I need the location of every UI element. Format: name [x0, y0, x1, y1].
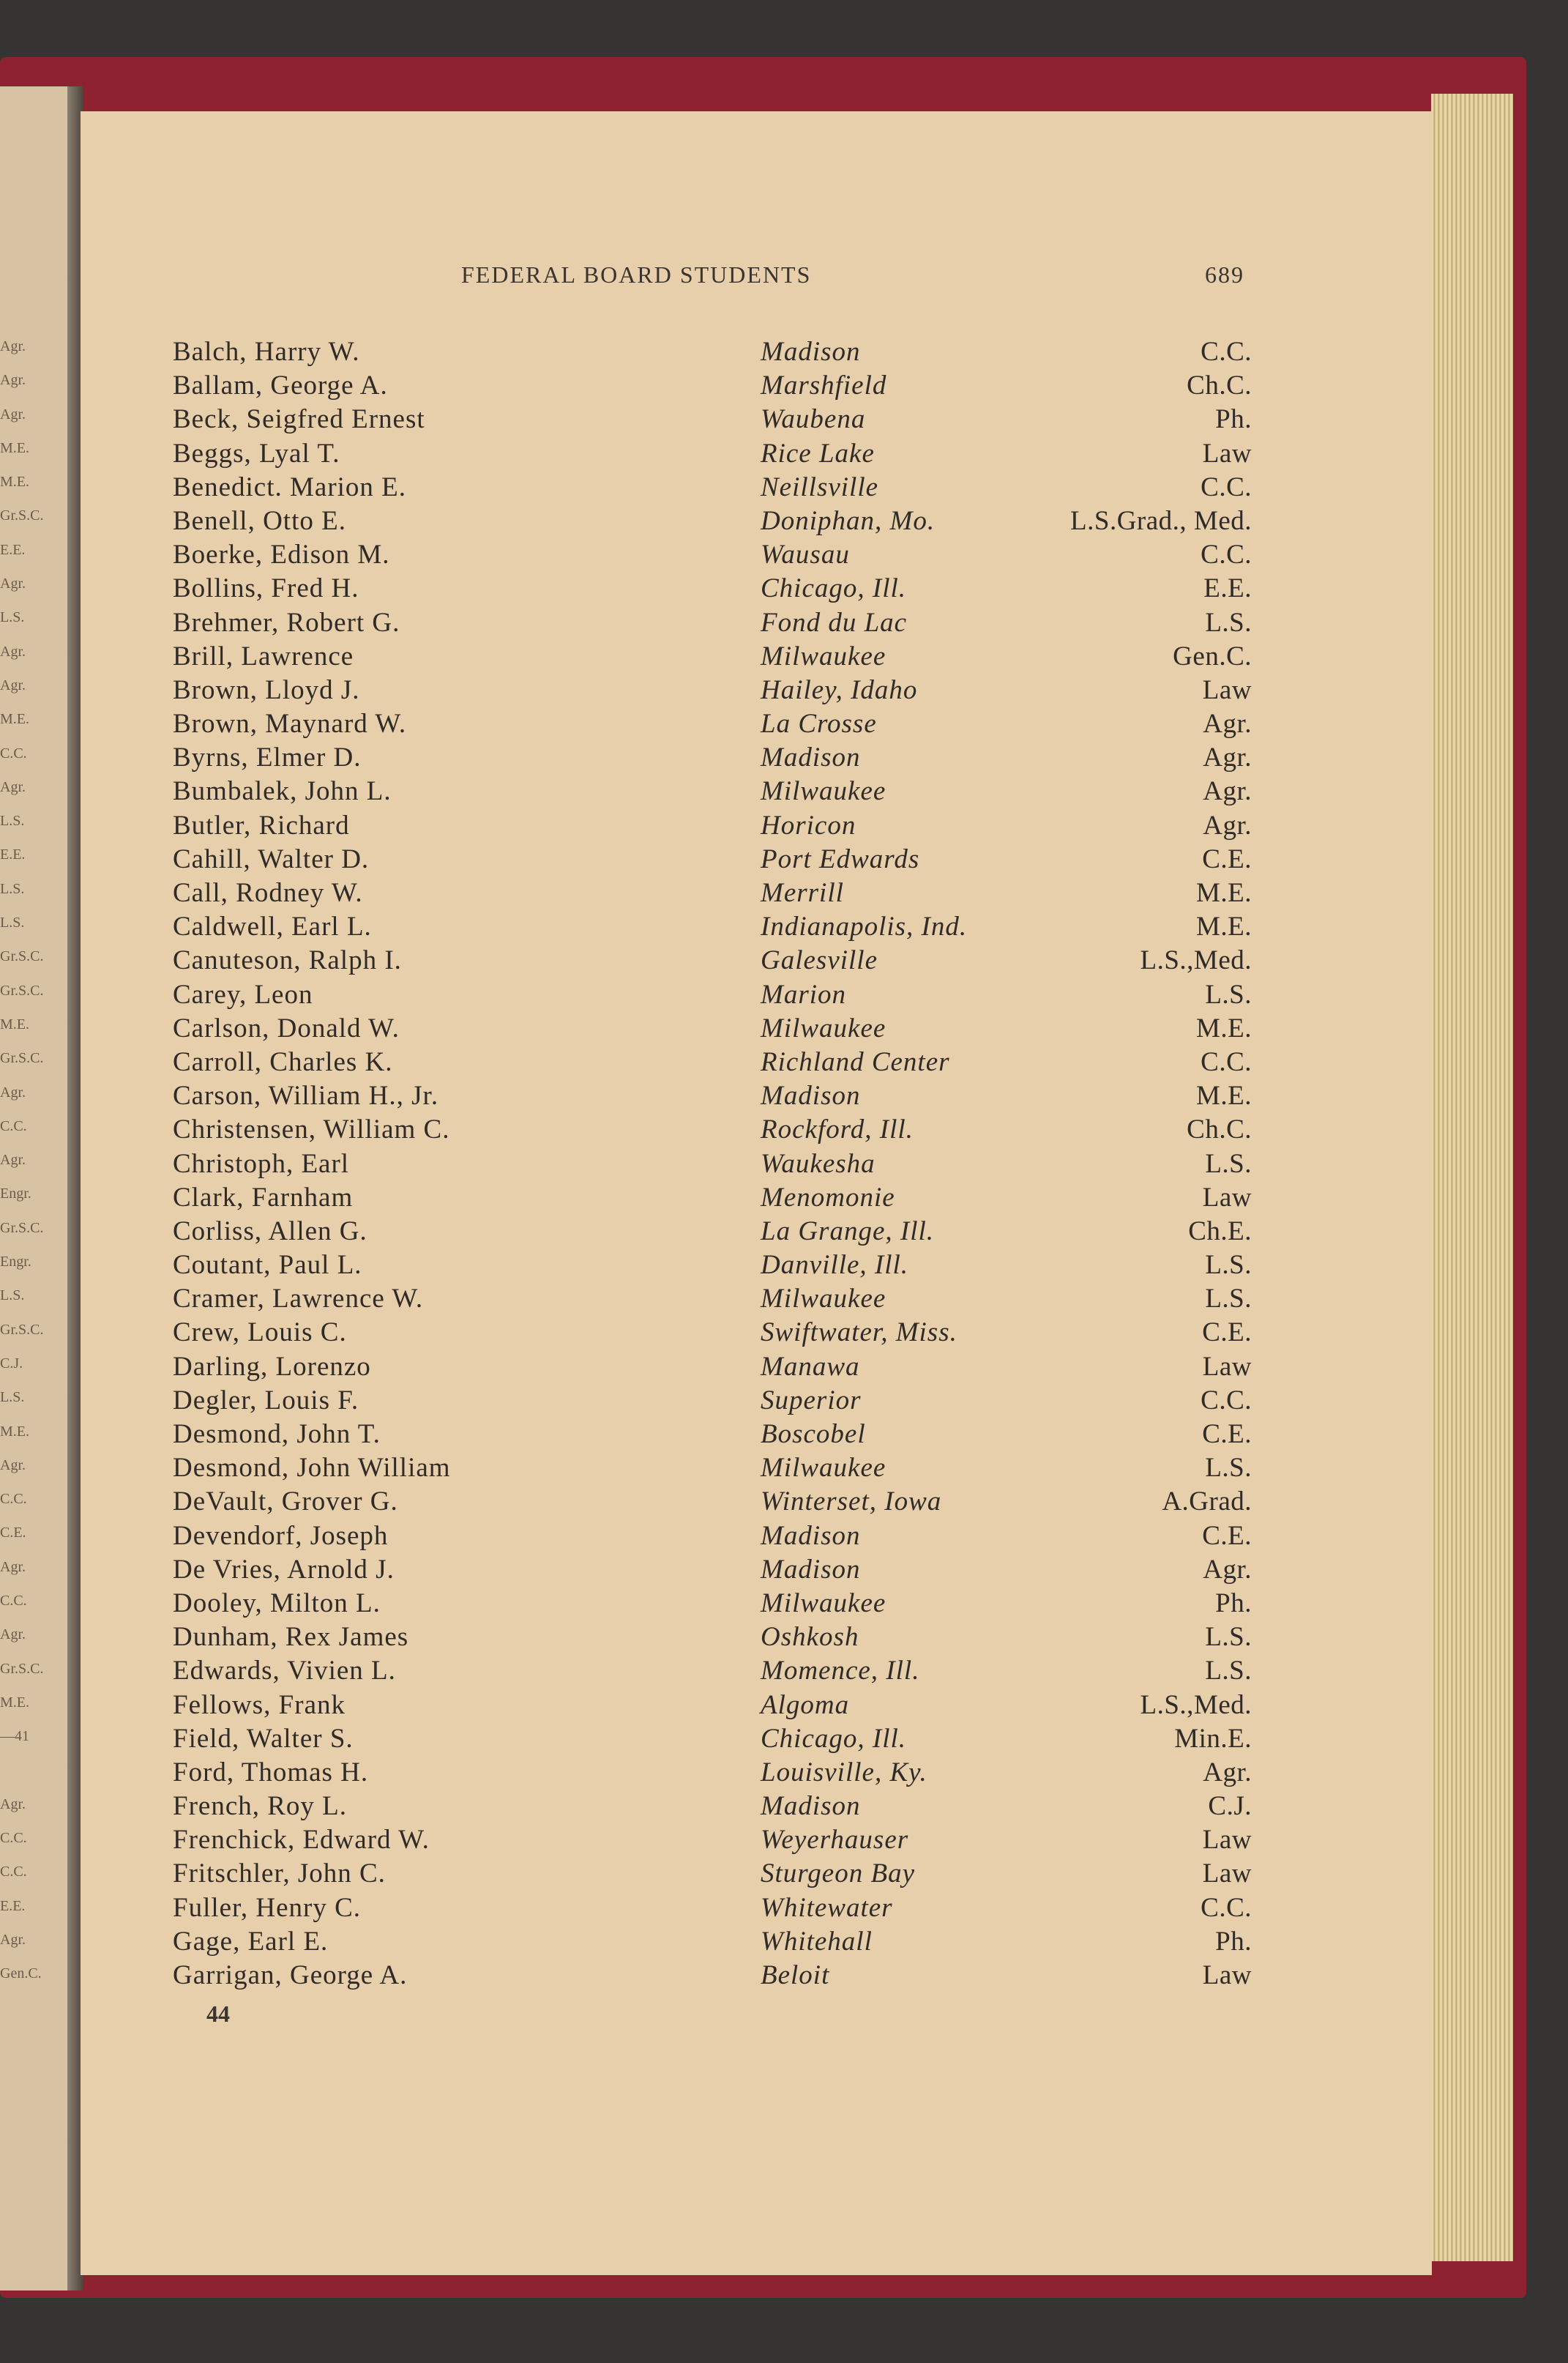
- student-name: Balch, Harry W.: [173, 337, 360, 367]
- student-name: Edwards, Vivien L.: [173, 1656, 396, 1686]
- student-name: Christensen, William C.: [173, 1114, 450, 1145]
- list-item: [173, 606, 1252, 640]
- previous-page-label: L.S.: [0, 915, 25, 931]
- student-name: Darling, Lorenzo: [173, 1351, 371, 1382]
- student-course: Gen.C.: [1173, 641, 1252, 671]
- previous-page-label: Gr.S.C.: [0, 1219, 44, 1236]
- student-hometown: Swiftwater, Miss.: [761, 1317, 957, 1348]
- student-hometown: Milwaukee: [761, 776, 886, 807]
- list-item: [173, 335, 1252, 369]
- student-name: Beck, Seigfred Ernest: [173, 404, 425, 435]
- previous-page-label: Agr.: [0, 677, 26, 693]
- student-hometown: La Grange, Ill.: [761, 1216, 934, 1246]
- list-item: [173, 1282, 1252, 1316]
- previous-page-label: M.E.: [0, 1694, 29, 1711]
- student-hometown: Madison: [761, 743, 861, 773]
- student-name: Bollins, Fred H.: [173, 573, 359, 604]
- student-course: L.S.: [1205, 1453, 1252, 1484]
- previous-page-label: E.E.: [0, 541, 26, 558]
- list-item: [173, 1147, 1252, 1181]
- student-name: Devendorf, Joseph: [173, 1520, 389, 1551]
- student-name: Butler, Richard: [173, 810, 350, 841]
- student-course: L.S.: [1205, 607, 1252, 638]
- list-item: [173, 910, 1252, 944]
- student-course: C.C.: [1201, 1385, 1252, 1415]
- student-hometown: Richland Center: [761, 1046, 950, 1077]
- previous-page-labels: [0, 330, 44, 1991]
- previous-page-label: M.E.: [0, 439, 29, 456]
- student-name: Crew, Louis C.: [173, 1317, 347, 1348]
- student-course: Ch.C.: [1187, 371, 1252, 401]
- list-item: [173, 1012, 1252, 1046]
- student-name: Carroll, Charles K.: [173, 1046, 393, 1077]
- list-item: [173, 978, 1252, 1012]
- student-course: C.C.: [1201, 1892, 1252, 1923]
- student-course: C.C.: [1201, 540, 1252, 570]
- student-name: Desmond, John William: [173, 1453, 451, 1484]
- signature-mark: 44: [206, 2001, 230, 2027]
- student-course: C.J.: [1208, 1791, 1252, 1822]
- previous-page-label: Agr.: [0, 1084, 26, 1101]
- student-hometown: Manawa: [761, 1351, 860, 1382]
- student-course: Min.E.: [1174, 1723, 1252, 1754]
- student-course: Law: [1202, 1858, 1252, 1889]
- student-hometown: Indianapolis, Ind.: [761, 912, 968, 942]
- student-hometown: Boscobel: [761, 1419, 866, 1449]
- student-course: Law: [1202, 1960, 1252, 1990]
- previous-page-label: Gr.S.C.: [0, 948, 44, 965]
- student-course: Ch.C.: [1187, 1114, 1252, 1145]
- student-course: Law: [1202, 438, 1252, 469]
- list-item: [173, 1113, 1252, 1147]
- list-item: [173, 674, 1252, 707]
- list-item: [173, 538, 1252, 572]
- student-course: A.Grad.: [1162, 1486, 1252, 1517]
- previous-page-label: Agr.: [0, 1795, 26, 1812]
- student-hometown: Waukesha: [761, 1148, 876, 1179]
- student-name: Fritschler, John C.: [173, 1858, 386, 1889]
- student-hometown: Beloit: [761, 1960, 830, 1990]
- student-course: Law: [1202, 1351, 1252, 1382]
- previous-page-label: [0, 1753, 44, 1787]
- student-course: C.C.: [1201, 1046, 1252, 1077]
- previous-page-label: Engr.: [0, 1254, 31, 1270]
- list-item: [173, 572, 1252, 606]
- student-course: M.E.: [1196, 912, 1252, 942]
- student-hometown: Weyerhauser: [761, 1825, 909, 1856]
- student-list: [173, 335, 1252, 1992]
- previous-page-label: L.S.: [0, 813, 25, 830]
- list-item: [173, 1519, 1252, 1553]
- student-hometown: Milwaukee: [761, 1013, 886, 1043]
- student-hometown: Oshkosh: [761, 1622, 859, 1653]
- student-course: M.E.: [1196, 1013, 1252, 1043]
- student-name: Garrigan, George A.: [173, 1960, 408, 1990]
- previous-page-label: L.S.: [0, 609, 25, 626]
- student-course: L.S.: [1205, 1622, 1252, 1653]
- student-name: Degler, Louis F.: [173, 1385, 359, 1415]
- student-name: De Vries, Arnold J.: [173, 1554, 395, 1585]
- previous-page-label: M.E.: [0, 1016, 29, 1032]
- student-name: Carson, William H., Jr.: [173, 1081, 439, 1112]
- list-item: [173, 944, 1252, 978]
- student-name: Byrns, Elmer D.: [173, 743, 362, 773]
- student-name: Brill, Lawrence: [173, 641, 354, 671]
- list-item: [173, 1722, 1252, 1756]
- list-item: [173, 471, 1252, 505]
- list-item: [173, 775, 1252, 808]
- student-hometown: Milwaukee: [761, 641, 886, 671]
- student-course: L.S.,Med.: [1140, 945, 1252, 976]
- previous-page-label: Agr.: [0, 1626, 26, 1643]
- student-name: Brown, Lloyd J.: [173, 674, 360, 705]
- student-name: Bumbalek, John L.: [173, 776, 392, 807]
- list-item: [173, 1384, 1252, 1418]
- previous-page-label: Agr.: [0, 338, 26, 354]
- student-course: Agr.: [1203, 776, 1252, 807]
- previous-page-label: Agr.: [0, 1931, 26, 1948]
- student-course: Law: [1202, 1182, 1252, 1213]
- previous-page-label: Gr.S.C.: [0, 982, 44, 999]
- student-hometown: Madison: [761, 1081, 861, 1112]
- previous-page-label: —41: [0, 1728, 29, 1745]
- list-item: [173, 1215, 1252, 1249]
- student-hometown: Madison: [761, 1520, 861, 1551]
- previous-page-label: L.S.: [0, 880, 25, 897]
- previous-page-label: Gr.S.C.: [0, 1321, 44, 1338]
- previous-page-label: M.E.: [0, 474, 29, 491]
- student-hometown: Superior: [761, 1385, 862, 1415]
- previous-page-label: Agr.: [0, 372, 26, 389]
- student-hometown: Whitehall: [761, 1926, 873, 1957]
- previous-page-label: Gr.S.C.: [0, 507, 44, 524]
- list-item: [173, 1790, 1252, 1823]
- student-course: L.S.: [1205, 1148, 1252, 1179]
- list-item: [173, 1079, 1252, 1113]
- student-name: Boerke, Edison M.: [173, 540, 390, 570]
- previous-page-label: Agr.: [0, 643, 26, 660]
- student-name: DeVault, Grover G.: [173, 1486, 398, 1517]
- student-course: L.S.: [1205, 1250, 1252, 1281]
- student-name: Clark, Farnham: [173, 1182, 354, 1213]
- student-name: Benedict. Marion E.: [173, 472, 407, 502]
- student-hometown: Marshfield: [761, 371, 887, 401]
- student-course: M.E.: [1196, 878, 1252, 908]
- student-course: C.E.: [1202, 1520, 1252, 1551]
- list-item: [173, 640, 1252, 674]
- student-hometown: Louisville, Ky.: [761, 1757, 927, 1787]
- student-hometown: Milwaukee: [761, 1284, 886, 1314]
- list-item: [173, 1181, 1252, 1215]
- student-name: Ford, Thomas H.: [173, 1757, 369, 1787]
- student-name: Gage, Earl E.: [173, 1926, 329, 1957]
- student-name: Field, Walter S.: [173, 1723, 354, 1754]
- student-hometown: Whitewater: [761, 1892, 893, 1923]
- student-course: L.S.Grad., Med.: [1070, 505, 1252, 536]
- student-hometown: Sturgeon Bay: [761, 1858, 916, 1889]
- student-course: L.S.: [1205, 1656, 1252, 1686]
- previous-page-label: C.C.: [0, 1864, 27, 1880]
- list-item: [173, 403, 1252, 436]
- previous-page-label: M.E.: [0, 1423, 29, 1440]
- student-hometown: Fond du Lac: [761, 607, 908, 638]
- student-course: Ph.: [1215, 1926, 1252, 1957]
- student-hometown: Neillsville: [761, 472, 879, 502]
- student-hometown: Madison: [761, 337, 861, 367]
- previous-page-label: Agr.: [0, 778, 26, 795]
- student-course: C.E.: [1202, 844, 1252, 874]
- list-item: [173, 877, 1252, 910]
- student-name: Fellows, Frank: [173, 1689, 346, 1720]
- list-item: [173, 1654, 1252, 1688]
- student-hometown: Port Edwards: [761, 844, 920, 874]
- student-hometown: Waubena: [761, 404, 866, 435]
- previous-page-label: C.C.: [0, 745, 27, 762]
- page-edges: [1431, 94, 1513, 2261]
- student-course: Agr.: [1203, 743, 1252, 773]
- student-hometown: Rockford, Ill.: [761, 1114, 914, 1145]
- page-number: 689: [1205, 261, 1244, 288]
- student-hometown: Doniphan, Mo.: [761, 505, 936, 536]
- student-course: Law: [1202, 674, 1252, 705]
- list-item: [173, 1350, 1252, 1384]
- student-course: E.E.: [1203, 573, 1252, 604]
- list-item: [173, 1316, 1252, 1350]
- student-course: Law: [1202, 1825, 1252, 1856]
- list-item: [173, 1959, 1252, 1992]
- student-name: Brown, Maynard W.: [173, 709, 407, 740]
- previous-page-label: M.E.: [0, 711, 29, 728]
- student-name: Carey, Leon: [173, 979, 313, 1010]
- list-item: [173, 1756, 1252, 1790]
- student-course: Agr.: [1203, 709, 1252, 740]
- student-course: L.S.: [1205, 979, 1252, 1010]
- student-name: Benell, Otto E.: [173, 505, 346, 536]
- previous-page-label: Engr.: [0, 1186, 31, 1202]
- student-name: Carlson, Donald W.: [173, 1013, 400, 1043]
- student-name: Coutant, Paul L.: [173, 1250, 362, 1281]
- previous-page-label: Gr.S.C.: [0, 1050, 44, 1067]
- student-hometown: Menomonie: [761, 1182, 895, 1213]
- previous-page-label: Agr.: [0, 576, 26, 592]
- student-hometown: Wausau: [761, 540, 850, 570]
- page-header: [439, 261, 1244, 297]
- student-name: Fuller, Henry C.: [173, 1892, 362, 1923]
- student-name: Frenchick, Edward W.: [173, 1825, 430, 1856]
- student-hometown: Algoma: [761, 1689, 850, 1720]
- previous-page-label: C.E.: [0, 1525, 26, 1541]
- list-item: [173, 1451, 1252, 1485]
- student-course: M.E.: [1196, 1081, 1252, 1112]
- previous-page-label: C.C.: [0, 1830, 27, 1847]
- list-item: [173, 1620, 1252, 1654]
- student-name: Brehmer, Robert G.: [173, 607, 400, 638]
- list-item: [173, 843, 1252, 877]
- previous-page-label: C.C.: [0, 1491, 27, 1508]
- student-hometown: Galesville: [761, 945, 878, 976]
- previous-page-label: C.J.: [0, 1355, 23, 1372]
- list-item: [173, 1857, 1252, 1891]
- list-item: [173, 1891, 1252, 1925]
- previous-page-label: E.E.: [0, 1897, 26, 1914]
- student-hometown: Madison: [761, 1554, 861, 1585]
- student-course: L.S.,Med.: [1140, 1689, 1252, 1720]
- student-hometown: Merrill: [761, 878, 844, 908]
- student-hometown: Momence, Ill.: [761, 1656, 920, 1686]
- previous-page-label: Agr.: [0, 1558, 26, 1575]
- previous-page-label: Agr.: [0, 1456, 26, 1473]
- student-course: C.C.: [1201, 472, 1252, 502]
- student-course: Agr.: [1203, 1554, 1252, 1585]
- student-hometown: Madison: [761, 1791, 861, 1822]
- student-name: Beggs, Lyal T.: [173, 438, 340, 469]
- student-name: Canuteson, Ralph I.: [173, 945, 402, 976]
- list-item: [173, 1249, 1252, 1282]
- student-hometown: Milwaukee: [761, 1588, 886, 1618]
- student-course: C.C.: [1201, 337, 1252, 367]
- student-course: C.E.: [1202, 1419, 1252, 1449]
- list-item: [173, 707, 1252, 741]
- list-item: [173, 1485, 1252, 1519]
- student-hometown: Chicago, Ill.: [761, 573, 907, 604]
- list-item: [173, 369, 1252, 403]
- student-hometown: Marion: [761, 979, 846, 1010]
- previous-page-label: E.E.: [0, 846, 26, 863]
- student-name: Ballam, George A.: [173, 371, 388, 401]
- list-item: [173, 505, 1252, 538]
- student-hometown: Chicago, Ill.: [761, 1723, 907, 1754]
- student-name: Cramer, Lawrence W.: [173, 1284, 424, 1314]
- list-item: [173, 1587, 1252, 1620]
- previous-page-label: L.S.: [0, 1389, 25, 1406]
- student-hometown: Winterset, Iowa: [761, 1486, 942, 1517]
- list-item: [173, 437, 1252, 471]
- student-hometown: Danville, Ill.: [761, 1250, 909, 1281]
- student-course: Ch.E.: [1188, 1216, 1252, 1246]
- student-name: Dunham, Rex James: [173, 1622, 409, 1653]
- student-hometown: Hailey, Idaho: [761, 674, 918, 705]
- previous-page-label: Gen.C.: [0, 1965, 42, 1982]
- student-course: Ph.: [1215, 1588, 1252, 1618]
- student-name: Cahill, Walter D.: [173, 844, 370, 874]
- list-item: [173, 1046, 1252, 1079]
- student-hometown: Milwaukee: [761, 1453, 886, 1484]
- student-hometown: Horicon: [761, 810, 856, 841]
- previous-page-label: C.C.: [0, 1592, 27, 1609]
- student-hometown: Rice Lake: [761, 438, 875, 469]
- student-hometown: La Crosse: [761, 709, 877, 740]
- page-title: FEDERAL BOARD STUDENTS: [461, 261, 812, 288]
- previous-page-label: L.S.: [0, 1287, 25, 1304]
- student-course: C.E.: [1202, 1317, 1252, 1348]
- previous-page-label: Agr.: [0, 406, 26, 423]
- student-name: Desmond, John T.: [173, 1419, 381, 1449]
- student-course: Ph.: [1215, 404, 1252, 435]
- student-name: Caldwell, Earl L.: [173, 912, 372, 942]
- student-name: Call, Rodney W.: [173, 878, 363, 908]
- previous-page-label: Agr.: [0, 1152, 26, 1169]
- student-name: Corliss, Allen G.: [173, 1216, 367, 1246]
- student-name: Dooley, Milton L.: [173, 1588, 381, 1618]
- student-course: Agr.: [1203, 1757, 1252, 1787]
- list-item: [173, 1418, 1252, 1451]
- list-item: [173, 809, 1252, 843]
- previous-page-label: Gr.S.C.: [0, 1660, 44, 1677]
- student-course: L.S.: [1205, 1284, 1252, 1314]
- student-name: French, Roy L.: [173, 1791, 348, 1822]
- list-item: [173, 1925, 1252, 1959]
- list-item: [173, 741, 1252, 775]
- student-name: Christoph, Earl: [173, 1148, 350, 1179]
- list-item: [173, 1689, 1252, 1722]
- list-item: [173, 1553, 1252, 1587]
- list-item: [173, 1823, 1252, 1857]
- student-course: Agr.: [1203, 810, 1252, 841]
- previous-page-label: C.C.: [0, 1117, 27, 1134]
